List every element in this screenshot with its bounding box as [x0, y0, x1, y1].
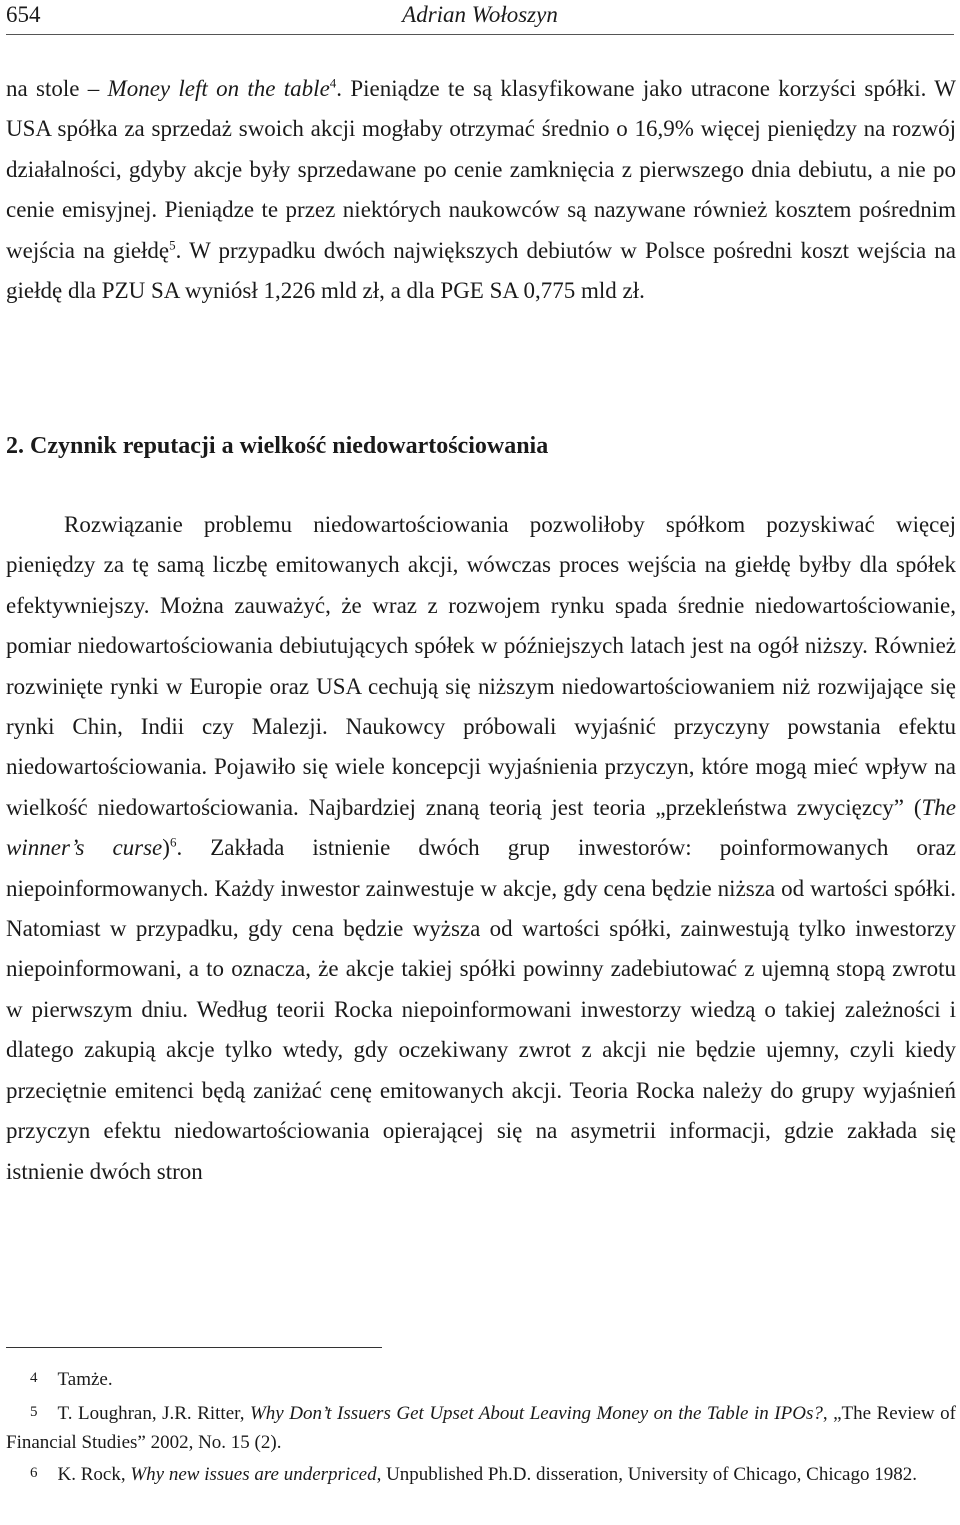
p1-text-a: na stole –	[6, 76, 108, 101]
footnote-4	[6, 1366, 956, 1395]
p1-text-c: . W przypadku dwóch największych debiutów w Polsce pośredni koszt wejścia na giełdę dla PZU SA wyniósł 1,226 mld zł, a dla PGE SA 0,775 mld zł.	[6, 237, 956, 304]
footnote-ref-4[interactable]: 4	[329, 75, 337, 91]
footnote-title: Why Don’t Issuers Get Upset About Leaving Money on the Table in IPOs?	[249, 1403, 823, 1424]
p2-text-c: . Zakłada istnienie dwóch grup inwestorów: poinformowanych oraz niepoinformowanych. Każdy inwestor zainwestuje w akcje, gdy cena będzie niższa od wartości spółki. Natomiast w przypadku, gdy cena będzie wyższa od wartości spółki, zainwestują tylko inwestorzy niepoinformowani, a to oznacza, że akcje takiej spółki powinny zadebiutować z ujemną stopą zwrotu w pierwszym dniu. Według teorii Rocka niepoinformowani inwestorzy wiedzą o takiej zależności i dlatego zakupią akcje tylko wtedy, gdy oczekiwany zwrot z akcji nie będzie ujemny, czyli kiedy przeciętnie emitenci będą zaniżać cenę emitowanych akcji. Teoria Rocka należy do grupy wyjaśnień przyczyn efektu niedowartościowania opierającej się na asymetrii informacji, gdzie zakłada się istnienie dwóch stron	[6, 835, 956, 1184]
footnote-number: 4	[30, 1370, 38, 1386]
section-heading: 2. Czynnik reputacji a wielkość niedowartościowania	[6, 433, 549, 459]
running-header	[6, 0, 954, 35]
footnotes	[6, 1366, 956, 1495]
footnote-text: T. Loughran, J.R. Ritter,	[57, 1403, 250, 1424]
footnote-6	[6, 1461, 956, 1490]
p2-italic-phrase: The winner’s curse	[6, 794, 956, 861]
running-header-author: Adrian Wołoszyn	[402, 2, 558, 27]
paragraph-2	[6, 505, 956, 1192]
footnote-title: Why new issues are underpriced	[130, 1464, 377, 1485]
p2-text-a: Rozwiązanie problemu niedowartościowania pozwoliłoby spółkom pozyskiwać więcej pieniędzy za tę samą liczbę emitowanych akcji, wówczas proces wejścia na giełdę byłby dla spółek efektywniejszy. Można zauważyć, że wraz z rozwojem rynku spada średnie niedowartościowanie, pomiar niedowartościowania debiutujących spółek w późniejszych latach jest na ogół niższy. Również rozwinięte rynki w Europie oraz USA cechują się niższym niedowartościowaniem niż rozwijające się rynki Chin, Indii czy Malezji. Naukowcy próbowali wyjaśnić przyczyny powstania efektu niedowartościowania. Pojawiło się wiele koncepcji wyjaśnienia przyczyn, które mogą mieć wpływ na wielkość niedowartościowania. Najbardziej znaną teorią jest teoria „przekleństwa zwycięzcy” (	[6, 512, 956, 820]
footnote-number: 6	[30, 1465, 38, 1481]
footnote-text: K. Rock,	[57, 1464, 131, 1485]
footnote-5	[6, 1400, 956, 1456]
footnote-number: 5	[30, 1404, 38, 1420]
footnote-text: , Unpublished Ph.D. disseration, University of Chicago, Chicago 1982.	[376, 1464, 917, 1485]
footnote-text: Tamże.	[57, 1369, 113, 1390]
page-number: 654	[6, 2, 41, 27]
footnote-ref-5[interactable]: 5	[169, 236, 176, 252]
footnote-ref-6[interactable]: 6	[169, 834, 177, 850]
footnote-text: , „The Review of Financial Studies” 2002, No. 15 (2).	[6, 1403, 956, 1453]
p2-text-b: )	[162, 835, 170, 861]
paragraph-1	[6, 69, 956, 311]
p1-italic-phrase: Money left on the table	[107, 76, 330, 101]
footnote-separator	[6, 1347, 382, 1348]
p1-text-b: . Pieniądze te są klasyfikowane jako utracone korzyści spółki. W USA spółka za sprzedaż swoich akcji mogłaby otrzymać średnio o 16,9% więcej pieniędzy na rozwój działalności, gdyby akcje były sprzedawane po cenie zamknięcia z pierwszego dnia debiutu, a nie po cenie emisyjnej. Pieniądze te przez niektórych naukowców są nazywane również kosztem pośrednim wejścia na giełdę	[6, 76, 956, 263]
